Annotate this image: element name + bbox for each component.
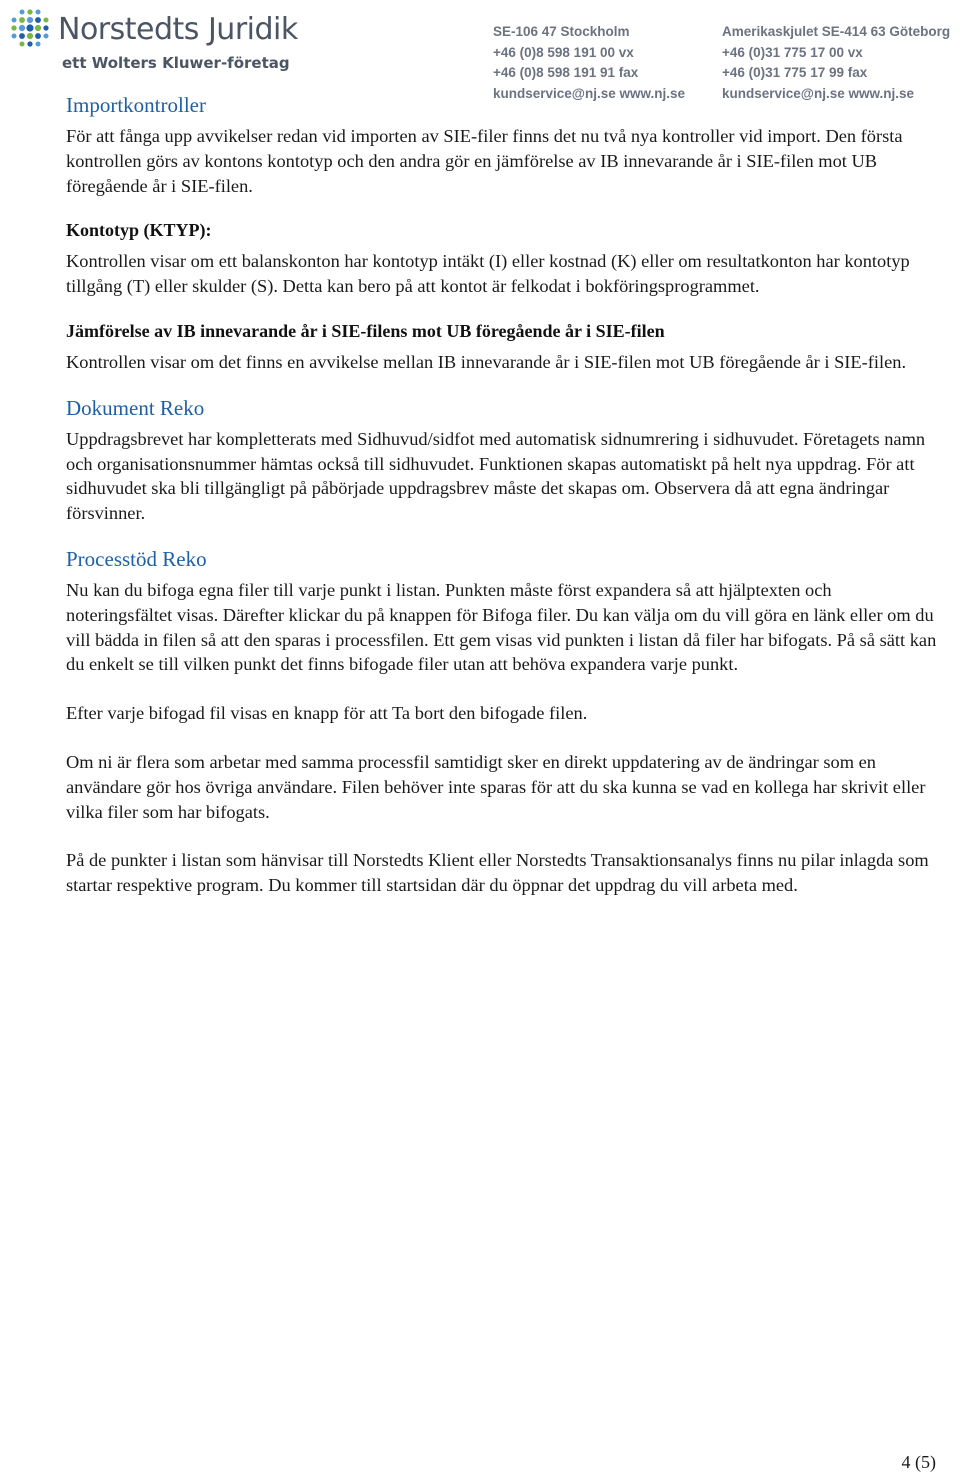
- heading-kontotyp: Kontotyp (KTYP):: [66, 220, 212, 241]
- paragraph-kontotyp: Kontrollen visar om ett balanskonton har kontotyp intäkt (I) eller kostnad (K) eller om resultatkonton har kontotyp tillgång (T) eller skulder (S). Detta kan bero på att kontot är felkodat i bokföringsprogrammet.: [66, 251, 910, 297]
- company-logo: [8, 6, 308, 72]
- logo-dot: [43, 33, 48, 38]
- logo-dot: [11, 33, 16, 38]
- logo-dot: [11, 17, 16, 22]
- address-line: SE-106 47 Stockholm: [493, 24, 630, 39]
- logo-dot: [43, 25, 48, 30]
- paragraph-processtod-4: På de punkter i listan som hänvisar till Norstedts Klient eller Norstedts Transaktionsanalys finns nu pilar inlagda som startar respektive program. Du kommer till startsidan där du öppnar det uppdrag du vill arbeta med.: [66, 850, 929, 896]
- heading-dokument-reko: Dokument Reko: [66, 395, 205, 420]
- address-line: kundservice@nj.se www.nj.se: [722, 85, 914, 101]
- logo-dot: [43, 17, 48, 22]
- logo-dot: [35, 9, 40, 14]
- address-line: +46 (0)31 775 17 00 vx: [722, 44, 863, 60]
- heading-processtod-reko: Processtöd Reko: [66, 546, 207, 571]
- logo-dot: [35, 33, 41, 39]
- logo-dot: [19, 33, 25, 39]
- paragraph-processtod-3: Om ni är flera som arbetar med samma processfil samtidigt sker en direkt uppdatering av de ändringar som en användare gör hos övriga användare. Filen behöver inte sparas för att du ska kunna se vad en kollega har skrivit eller vilka filer som har bifogats.: [66, 751, 926, 822]
- logo-dot: [35, 41, 40, 46]
- paragraph-import: För att fånga upp avvikelser redan vid importen av SIE-filer finns det nu två nya kontroller vid import. Den första kontrollen görs av kontons kontotyp och den andra gör en jämförelse av IB innevarande år i SIE-filen mot UB föregående år i SIE-filen.: [66, 126, 903, 196]
- logo-dot: [27, 9, 32, 14]
- logo-dot: [27, 41, 32, 46]
- address-line: kundservice@nj.se www.nj.se: [493, 85, 685, 101]
- address-line: Amerikaskjulet SE-414 63 Göteborg: [722, 24, 951, 39]
- logo-dot: [27, 17, 33, 23]
- address-line: +46 (0)8 598 191 00 vx: [493, 44, 634, 60]
- logo-dot: [35, 25, 41, 31]
- logo-dot: [26, 24, 33, 31]
- paragraph-dokument-reko: Uppdragsbrevet har kompletterats med Sidhuvud/sidfot med automatisk sidnumrering i sidhuvudet. Företagets namn och organisationsnummer hämtas också till sidhuvudet. Funktionen skapas automatiskt på helt nya uppdrag. För att sidhuvudet ska bli tillgängligt på påbörjade uppdragsbrev måste det skapas om. Observera då att egna ändringar försvinner.: [66, 428, 926, 524]
- paragraph-jamforelse: Kontrollen visar om det finns en avvikelse mellan IB innevarande år i SIE-filen mot UB föregående år i SIE-filen.: [66, 351, 907, 372]
- address-line: +46 (0)8 598 191 91 fax: [493, 65, 639, 80]
- address-line: +46 (0)31 775 17 99 fax: [722, 65, 868, 80]
- heading-jamforelse: Jämförelse av IB innevarande år i SIE-filens mot UB föregående år i SIE-filen: [66, 320, 665, 341]
- wolters-kluwer-logo-icon: [8, 6, 52, 50]
- page-number: 4 (5): [901, 1452, 936, 1472]
- logo-dot: [19, 25, 25, 31]
- logo-dot: [11, 25, 16, 30]
- logo-dot: [35, 17, 41, 23]
- paragraph-processtod-2: Efter varje bifogad fil visas en knapp för att Ta bort den bifogade filen.: [66, 703, 588, 724]
- logo-dot: [27, 33, 33, 39]
- logo-dot: [19, 17, 25, 23]
- logo-dot: [19, 9, 24, 14]
- brand-tagline: ett Wolters Kluwer-företag: [62, 54, 290, 72]
- logo-dot: [19, 41, 24, 46]
- document-body: [66, 92, 942, 898]
- heading-importkontroller: Importkontroller: [66, 93, 206, 117]
- brand-name: Norstedts Juridik: [58, 12, 298, 47]
- paragraph-processtod-1: Nu kan du bifoga egna filer till varje punkt i listan. Punkten måste först expandera så att hjälptexten och noteringsfältet visas. Därefter klickar du på knappen för Bifoga filer. Du kan välja om du vill göra en länk eller om du vill bädda in filen så att den sparas i processfilen. Ett gem visas vid punkten i listan då filer har bifogats. På så sätt kan du enkelt se till vilken punkt det finns bifogade filer utan att behöva expandera varje punkt.: [66, 579, 937, 675]
